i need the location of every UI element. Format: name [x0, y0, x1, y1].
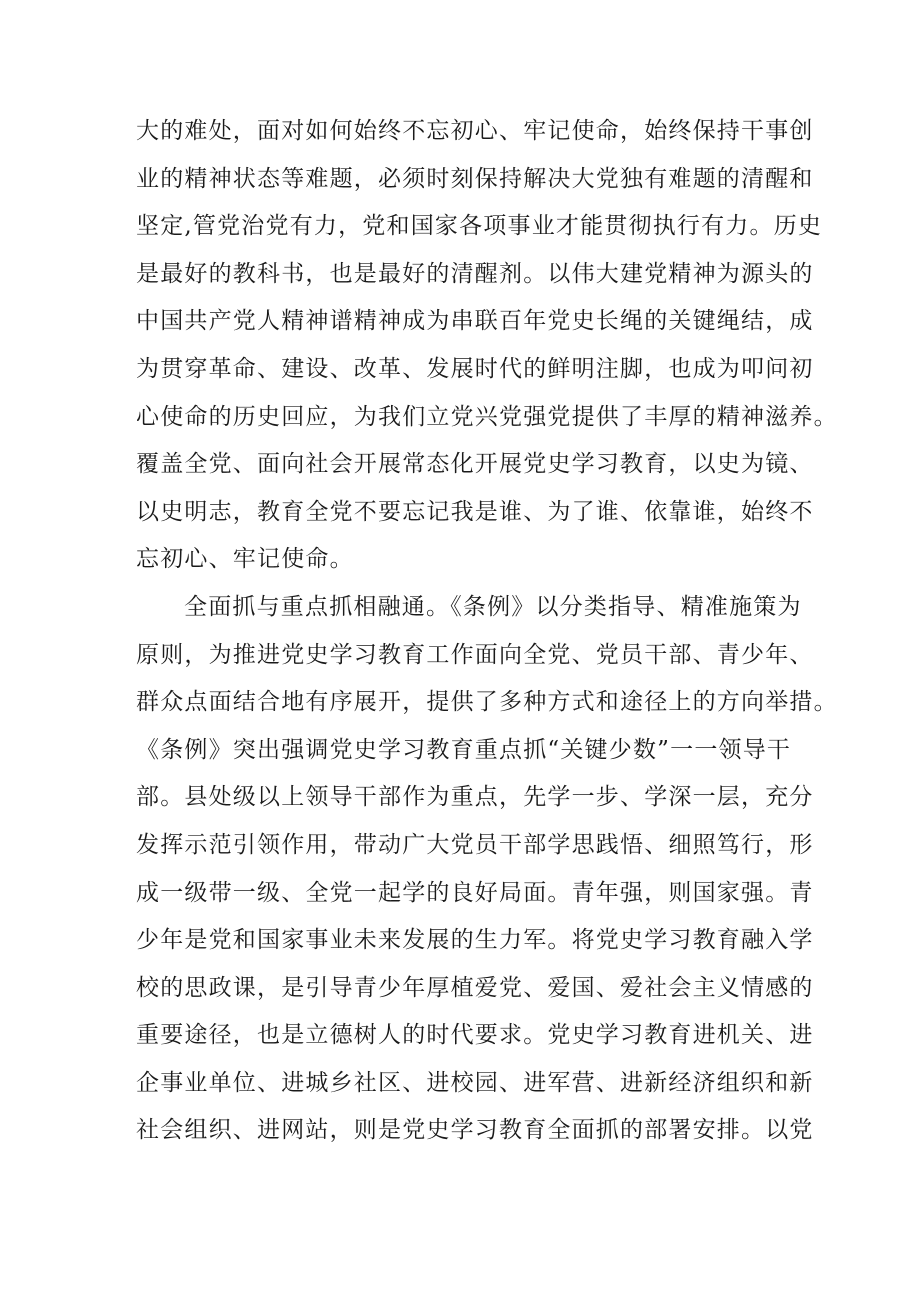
text-line: 坚定,管党治党有力，党和国家各项事业才能贯彻执行有力。历史	[136, 213, 823, 240]
body-text	[136, 108, 838, 1155]
text-line: 校的思政课，是引导青少年厚植爱党、爱国、爱社会主义情感的	[136, 974, 814, 1001]
text-line: 中国共产党人精神谱精神成为串联百年党史长绳的关键绳结，成	[136, 308, 814, 335]
text-line: 心使命的历史回应，为我们立党兴党强党提供了丰厚的精神滋养。	[136, 403, 838, 430]
text-line: 部。县处级以上领导干部作为重点，先学一步、学深一层，充分	[136, 784, 814, 811]
paragraph-2	[136, 584, 838, 1155]
text-line: 为贯穿革命、建设、改革、发展时代的鲜明注脚，也成为叩问初	[136, 355, 814, 382]
text-line: 覆盖全党、面向社会开展常态化开展党史学习教育，以史为镜、	[136, 451, 814, 478]
paragraph-1	[136, 108, 838, 584]
text-line: 重要途径，也是立德树人的时代要求。党史学习教育进机关、进	[136, 1022, 814, 1049]
text-line: 成一级带一级、全党一起学的良好局面。青年强，则国家强。青	[136, 879, 814, 906]
text-line: 业的精神状态等难题，必须时刻保持解决大党独有难题的清醒和	[136, 165, 814, 192]
text-line: 原则，为推进党史学习教育工作面向全党、党员干部、青少年、	[136, 641, 814, 668]
text-line: 大的难处，面对如何始终不忘初心、牢记使命，始终保持干事创	[136, 118, 814, 144]
text-line: 是最好的教科书，也是最好的清醒剂。以伟大建党精神为源头的	[136, 260, 814, 287]
text-line: 以史明志，教育全党不要忘记我是谁、为了谁、依靠谁，始终不	[136, 498, 814, 525]
text-line: 少年是党和国家事业未来发展的生力军。将党史学习教育融入学	[136, 927, 814, 954]
text-line: 《条例》突出强调党史学习教育重点抓“关键少数”一一领导干	[136, 736, 792, 763]
text-line: 社会组织、进网站，则是党史学习教育全面抓的部署安排。以党	[136, 1117, 814, 1144]
text-line: 群众点面结合地有序展开，提供了多种方式和途径上的方向举措。	[136, 689, 838, 716]
text-line: 企事业单位、进城乡社区、进校园、进军营、进新经济组织和新	[136, 1069, 814, 1096]
text-line: 发挥示范引领作用，带动广大党员干部学思践悟、细照笃行，形	[136, 831, 814, 858]
text-line: 忘初心、牢记使命。	[136, 546, 354, 573]
text-line: 全面抓与重点抓相融通。《条例》以分类指导、精准施策为	[184, 593, 802, 620]
